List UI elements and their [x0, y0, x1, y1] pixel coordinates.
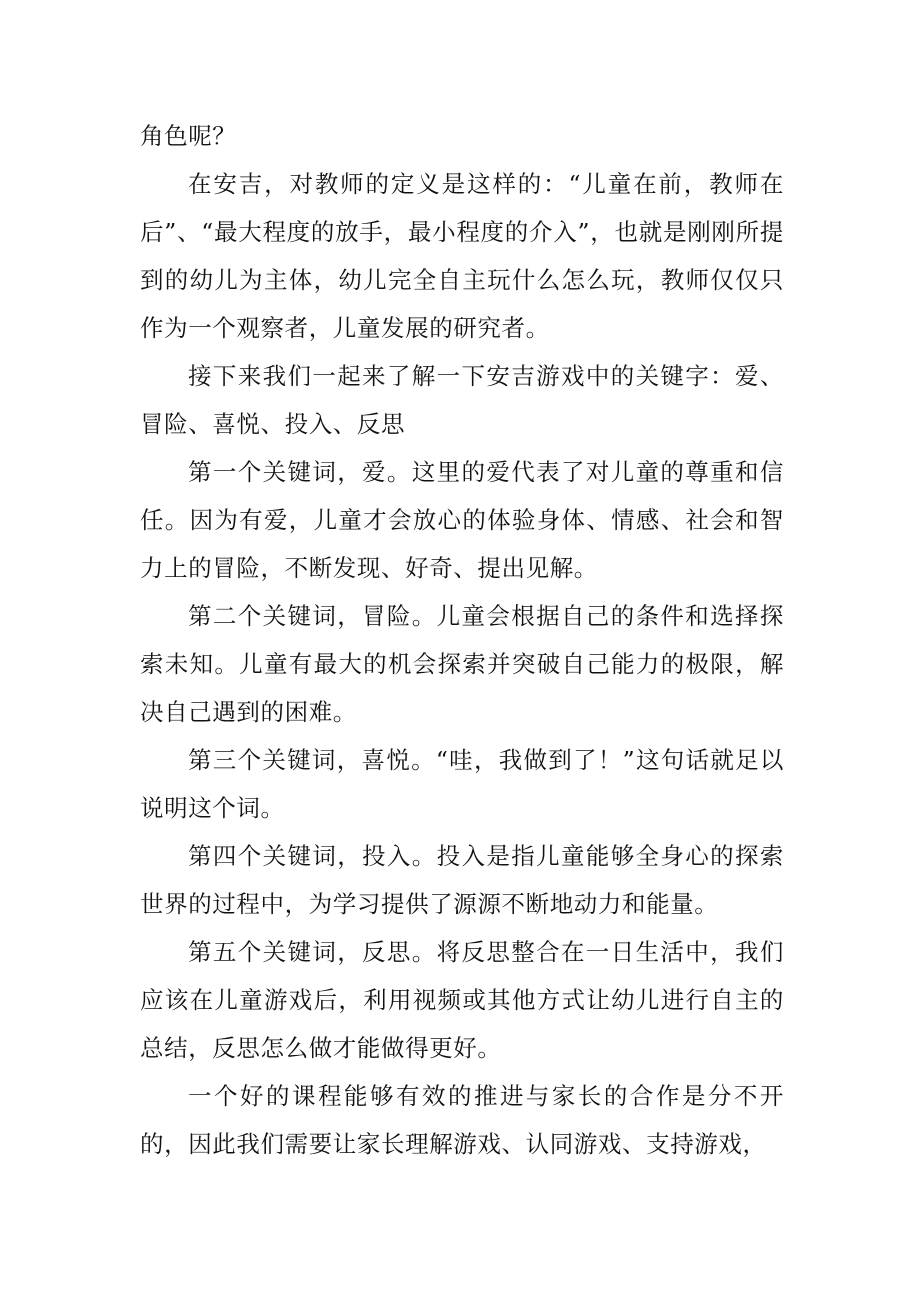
paragraph-5: 第三个关键词，喜悦。“哇，我做到了！”这句话就足以说明这个词。 — [140, 746, 784, 822]
paragraph-8: 一个好的课程能够有效的推进与家长的合作是分不开的，因此我们需要让家长理解游戏、认同游戏、支持游戏， — [140, 1082, 784, 1158]
paragraph-1: 在安吉，对教师的定义是这样的：“儿童在前，教师在后”、“最大程度的放手，最小程度的介入”，也就是刚刚所提到的幼儿为主体，幼儿完全自主玩什么怎么玩，教师仅仅只作为一个观察者，儿童发展的研究者。 — [140, 170, 784, 342]
paragraph-7: 第五个关键词，反思。将反思整合在一日生活中，我们应该在儿童游戏后，利用视频或其他方式让幼儿进行自主的总结，反思怎么做才能做得更好。 — [140, 938, 784, 1062]
paragraph-2: 接下来我们一起来了解一下安吉游戏中的关键字：爱、冒险、喜悦、投入、反思 — [140, 362, 784, 438]
document-body — [140, 112, 784, 1168]
paragraph-3: 第一个关键词，爱。这里的爱代表了对儿童的尊重和信任。因为有爱，儿童才会放心的体验身体、情感、社会和智力上的冒险，不断发现、好奇、提出见解。 — [140, 458, 784, 582]
paragraph-4: 第二个关键词，冒险。儿童会根据自己的条件和选择探索未知。儿童有最大的机会探索并突破自己能力的极限，解决自己遇到的困难。 — [140, 602, 784, 726]
paragraph-0: 角色呢？ — [140, 122, 237, 150]
paragraph-6: 第四个关键词，投入。投入是指儿童能够全身心的探索世界的过程中，为学习提供了源源不断地动力和能量。 — [140, 842, 784, 918]
